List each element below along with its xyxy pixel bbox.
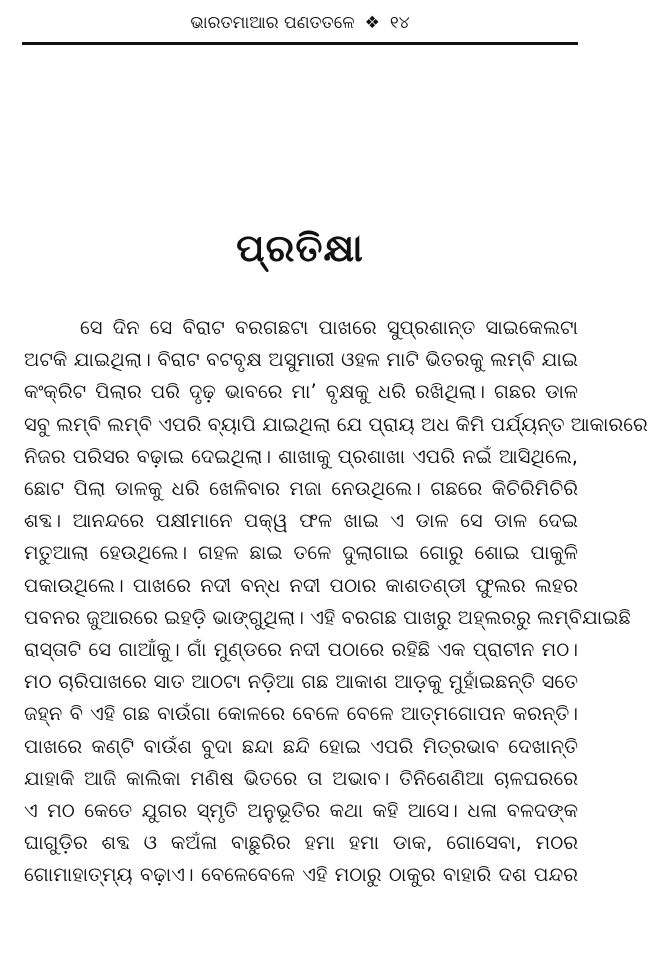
text-line: ମତୁଆଲା ହେଉଥିଲେ। ଗହଳ ଛାଇ ତଳେ ଦୁଲାଗାଇ ଗୋରୁ ଶୋଇ ପାକୁଳି (24, 541, 578, 565)
text-line: ପବନର ଜୁଆରରେ ଇହଡ଼ି ଭାଙ୍ଗୁଥିଲା। ଏହି ବରଗଛ ପାଖରୁ ଅହ୍ଲରରୁ ଲମ୍ବିଯାଇଛି (24, 605, 631, 629)
text-line: ସେ ଦିନ ସେ ବିରାଟ ବରଗଛଟା ପାଖରେ ସୁପ୍ରଶାନ୍ତ ସାଇକେଲଟା (80, 316, 578, 339)
text-line: ମଠ ଚାରିପାଖରେ ସାତ ଆଠଟା ନଡ଼ିଆ ଗଛ ଆକାଶ ଆଡ଼କୁ ମୁହାଁଇଛନ୍ତି ସତେ (24, 670, 578, 694)
text-line: ରାସ୍ତାଟି ସେ ଗାଆଁକୁ। ଗାଁ ମୁଣ୍ଡରେ ନଦୀ ପଠାରେ ରହିଛି ଏକ ପ୍ରାଚୀନ ମଠ। (24, 638, 578, 662)
running-header (0, 12, 600, 34)
text-line: ଘାଗୁଡ଼ିର ଶବ୍ଦ ଓ କଅଁଳା ବାଛୁରିର ହମା ହମା ଡାକ, ଗୋସେବା, ମଠର (24, 831, 578, 855)
text-line: ଗୋମାହାତ୍ମ୍ୟ ବଢ଼ାଏ। ବେଳେବେଳେ ଏହି ମଠାରୁ ଠାକୁର ବାହାରି ଦଶ ପନ୍ଦର (24, 863, 578, 887)
text-line: ନିଜର ପରିସର ବଢ଼ାଇ ଦେଇଥିଲା। ଶାଖାକୁ ପ୍ରଶାଖା ଏପରି ନଇଁ ଆସିଥିଲେ, (24, 444, 578, 468)
text-line: ଜହ୍ନ ବି ଏହି ଗଛ ବାଉଁଗା କୋଳରେ ବେଳେ ବେଳେ ଆତ୍ମଗୋପନ କରନ୍ତି। (24, 702, 578, 726)
book-title: ଭାରତମାଆର ପଣତତଳେ (190, 13, 355, 33)
body-paragraph (24, 312, 648, 892)
text-line: ଅଟକି ଯାଇଥିଲା। ବିରାଟ ବଟବୃକ୍ଷ ଅସୁମାରୀ ଓହଳ ମାଟି ଭିତରକୁ ଲମ୍ବି ଯାଇ (24, 348, 578, 372)
text-line: ଛୋଟ ପିଲା ଡାଳକୁ ଧରି ଖେଳିବାର ମଜା ନେଉଥିଲେ। ଗଛରେ କିଚିରିମିଚିରି (24, 477, 578, 501)
chapter-title: ପ୍ରତିକ୍ଷା (236, 226, 364, 270)
text-line: ପାଖରେ କଣ୍ଟି ବାଉଁଶ ବୁଦା ଛନ୍ଦା ଛନ୍ଦି ହୋଇ ଏପରି ମିତ୍ରଭାବ ଦେଖାନ୍ତି (24, 734, 578, 758)
text-line: ପକାଉଥିଲେ। ପାଖରେ ନଦୀ ବନ୍ଧ ନଦୀ ପଠାର କାଶତଣ୍ଡୀ ଫୁଲର ଲହର (24, 573, 578, 597)
text-line: ଶବ୍ଦ। ଆନନ୍ଦରେ ପକ୍ଷୀମାନେ ପକ୍ୱ ଫଳ ଖାଇ ଏ ଡାଳ ସେ ଡାଳ ଦେଇ (24, 509, 578, 533)
text-line: ସବୁ ଲମ୍ବି ଲମ୍ବି ଏପରି ବ୍ୟାପି ଯାଇଥିଲା ଯେ ପ୍ରାୟ ଅଧ କିମି ପର୍ଯ୍ୟନ୍ତ ଆକାରରେ (24, 412, 648, 436)
text-line: ଯାହାକି ଆଜି କାଲିକା ମଣିଷ ଭିତରେ ତା ଅଭାବ। ତିନିଶେଣିଆ ଚାଳଘରରେ (24, 766, 578, 790)
diamond-ornament-icon: ❖ (364, 13, 380, 33)
page-number: ୧୪ (389, 13, 410, 33)
text-line: ଏ ମଠ କେତେ ଯୁଗର ସ୍ମୃତି ଅନୁଭୂତିର କଥା କହି ଆସେ। ଧଳା ବଳଦଙ୍କ (24, 799, 578, 823)
text-line: କଂକ୍ରିଟ ପିଲାର ପରି ଦୃଢ଼ ଭାବରେ ମା’ ବୃକ୍ଷକୁ ଧରି ରଖିଥିଲା। ଗଛର ଡାଳ (24, 380, 578, 404)
header-divider (22, 42, 578, 45)
